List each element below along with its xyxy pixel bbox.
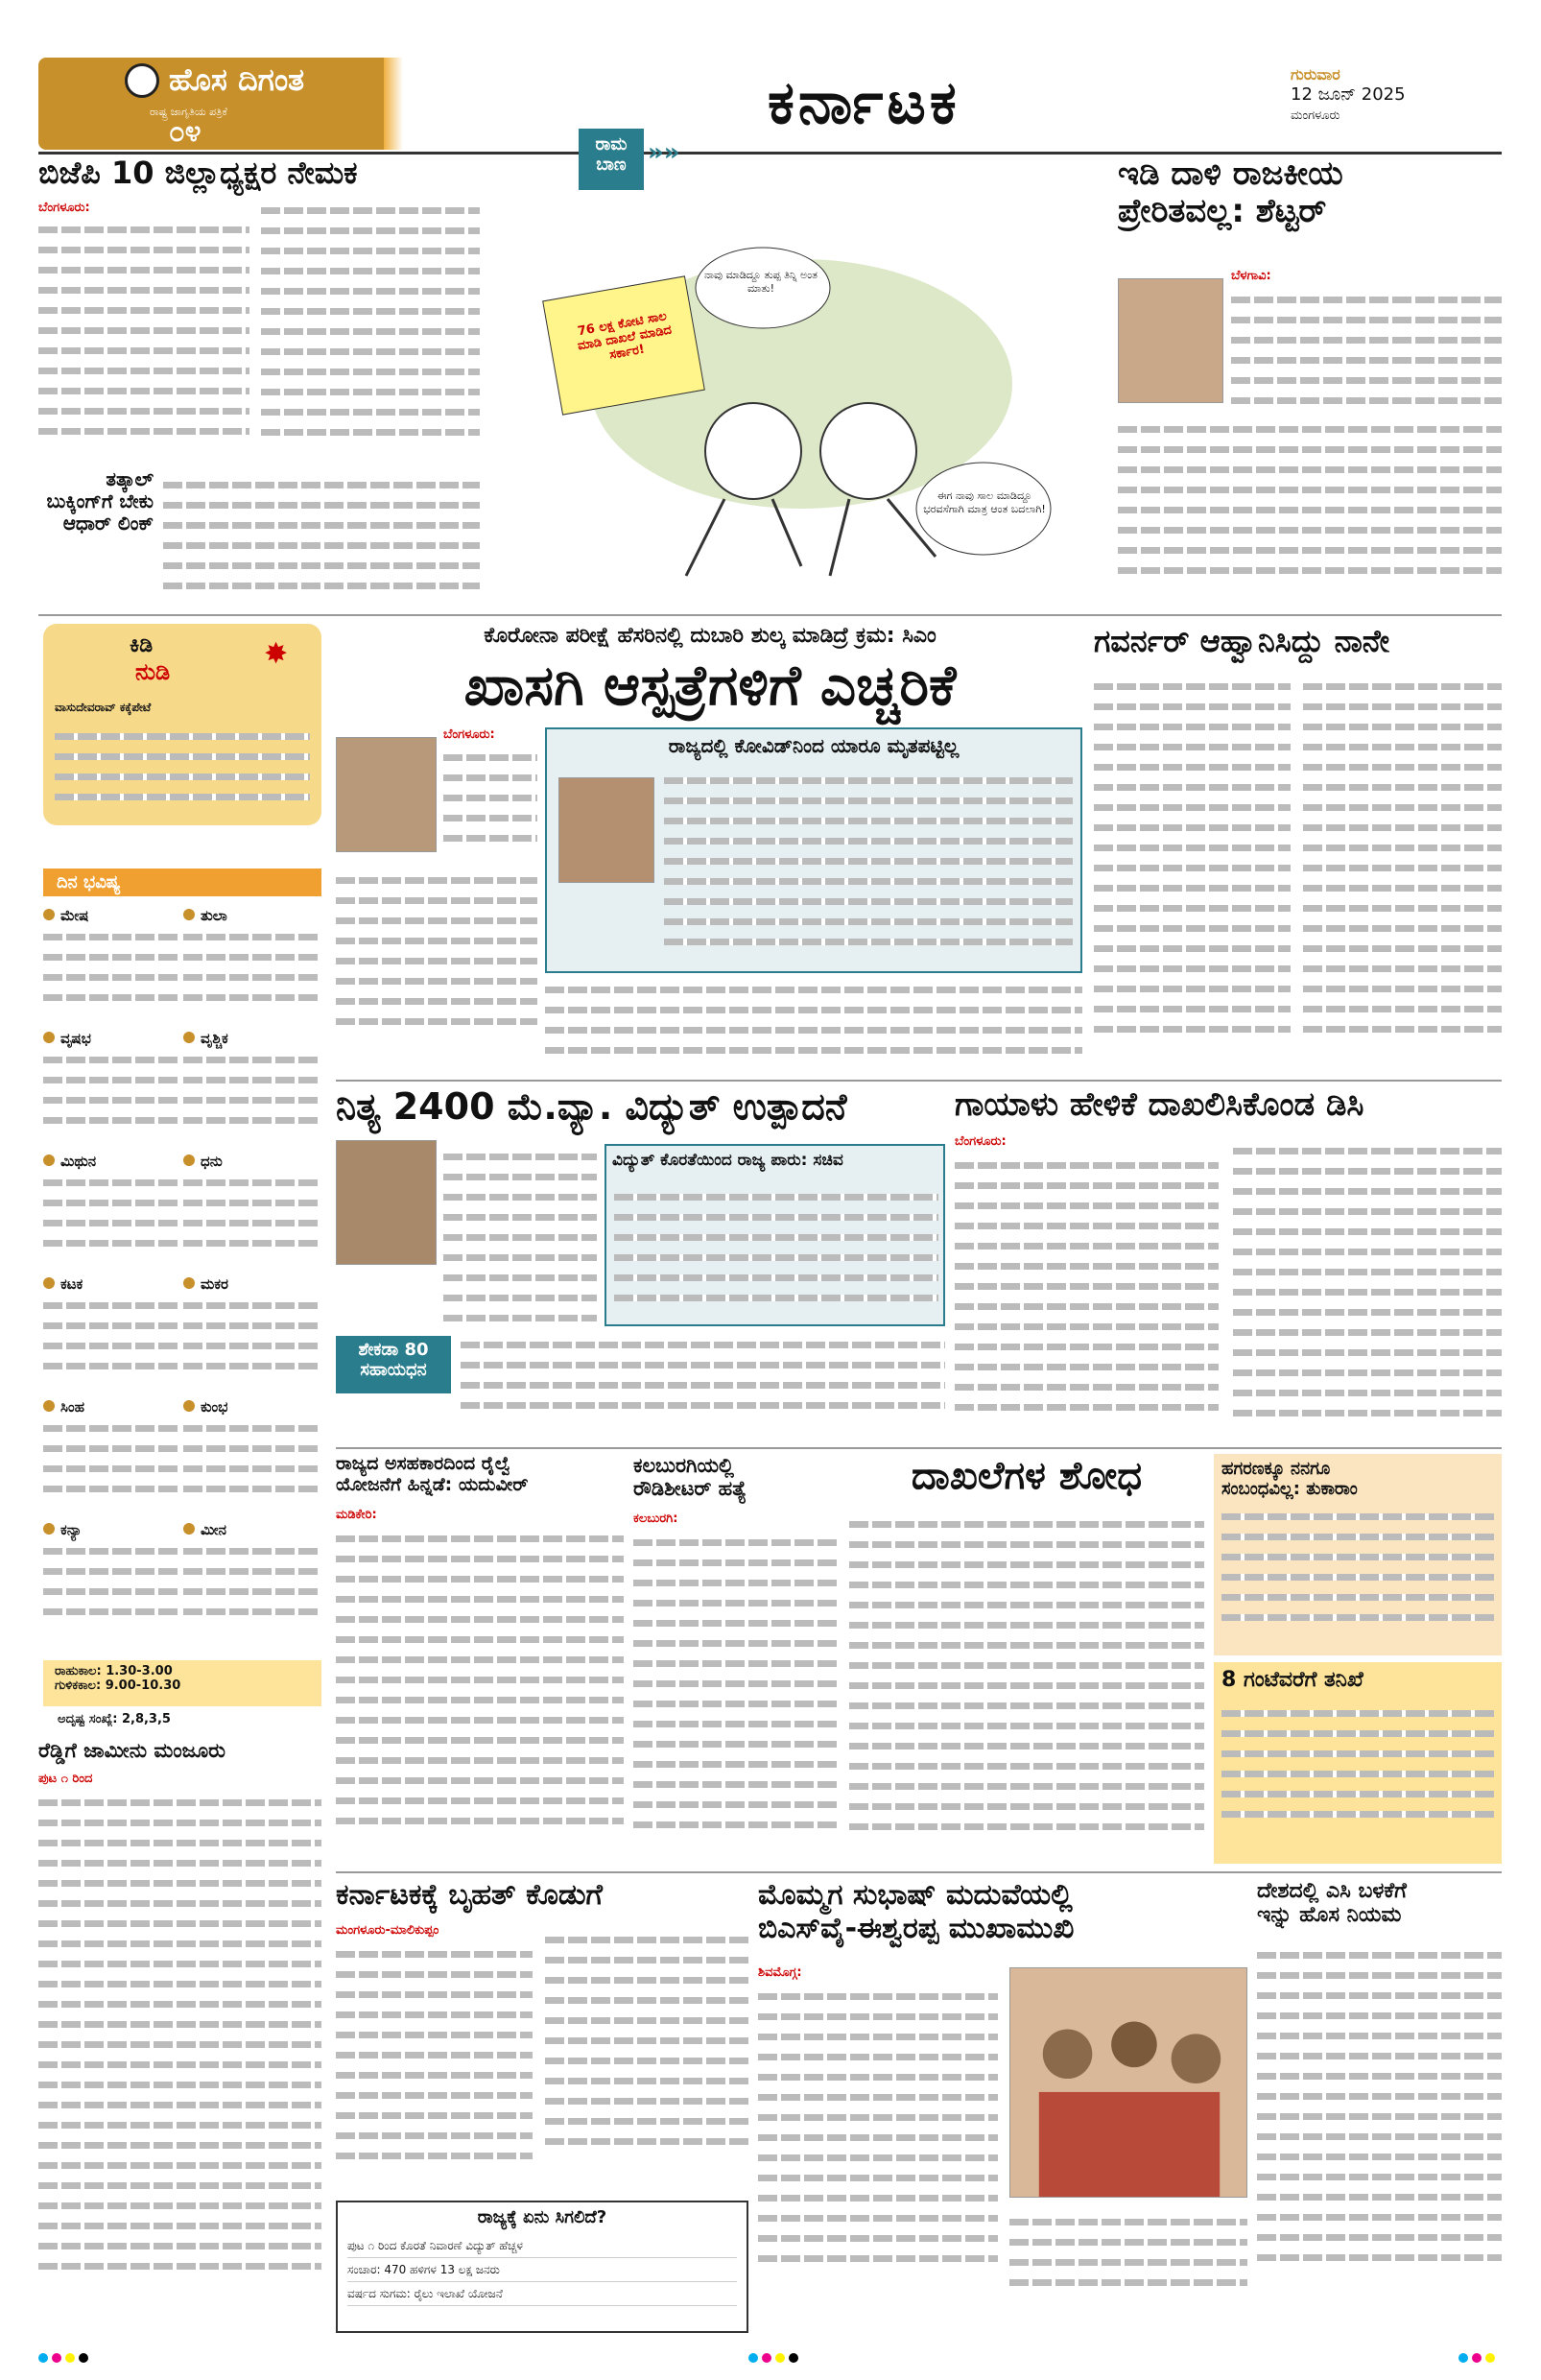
story-dc — [955, 1086, 1502, 1441]
sign-name: ವೃಶ್ಚಿಕ — [201, 1030, 228, 1047]
dateline: ಪುಟ ೧ ರಿಂದ — [38, 1772, 93, 1786]
wedding-photo — [1009, 1967, 1247, 2198]
text — [163, 468, 480, 598]
reg-mark — [79, 2353, 88, 2363]
reg-mark — [65, 2353, 75, 2363]
headline-1: ಮೊಮ್ಮಗ ಸುಭಾಷ್ ಮದುವೆಯಲ್ಲಿ — [758, 1879, 1073, 1912]
reg-mark — [775, 2353, 785, 2363]
reg-mark — [1485, 2353, 1495, 2363]
ramabana-badge — [579, 129, 644, 190]
sign-text — [183, 1166, 318, 1260]
sign-name: ವೃಷಭ — [60, 1030, 91, 1047]
text-col-2 — [1233, 1134, 1502, 1430]
zodiac-icon — [43, 1523, 55, 1535]
sign-name: ಸಿಂಹ — [60, 1398, 85, 1416]
horoscope-sign — [43, 1030, 178, 1149]
kidi-title-1: ಕಿಡಿ — [130, 633, 154, 657]
story-reddy — [38, 1739, 321, 2334]
headline: 8 ಗಂಟೆವರೆಗೆ ತನಿಖೆ — [1221, 1668, 1363, 1692]
minister-photo — [336, 1140, 437, 1265]
headline: ರೆಡ್ಡಿಗೆ ಜಾಮೀನು ಮಂಜೂರು — [38, 1739, 225, 1762]
sign-text — [183, 920, 318, 1014]
text-col-1 — [336, 727, 537, 742]
logo-emblem-icon — [125, 63, 159, 98]
row-rule-3 — [336, 1447, 1502, 1449]
speech-bubble-1: ನಾವು ಮಾಡಿದ್ದೂ ತುಪ್ಪ ತಿನ್ನಿ ಅಂತ ಮಾತು! — [704, 269, 818, 295]
story-shettar — [1118, 155, 1502, 607]
horoscope-title: ದಿನ ಭವಿಷ್ಯ — [43, 869, 321, 896]
text-col-2 — [1303, 670, 1502, 1046]
horoscope-sign — [43, 1153, 178, 1272]
cartoon-drawing — [485, 192, 1108, 605]
story-search — [849, 1454, 1204, 1867]
story-check — [1214, 1662, 1502, 1864]
headline: ಗವರ್ನರ್ ಆಹ್ವಾನಿಸಿದ್ದು ನಾನೇ — [1094, 624, 1390, 659]
sign-text — [183, 1412, 318, 1506]
text — [336, 1508, 624, 1838]
badge-1: ಶೇಕಡಾ 80 — [358, 1340, 429, 1360]
zodiac-icon — [183, 1277, 195, 1289]
dateline: ಬೆಂಗಳೂರು: — [38, 200, 90, 215]
state-box-title: ರಾಜ್ಯಕ್ಕೆ ಏನು ಸಿಗಲಿದೆ? — [477, 2207, 607, 2227]
sign-name: ಮಕರ — [201, 1275, 228, 1293]
headline-1: ದೇಶದಲ್ಲಿ ಎಸಿ ಬಳಕೆಗೆ — [1257, 1879, 1407, 1903]
lucky-label: ಅದೃಷ್ಟ ಸಂಖ್ಯೆ: — [58, 1712, 118, 1726]
story-governor — [1094, 624, 1502, 1075]
headline-1: ಕಲಬುರಗಿಯಲ್ಲಿ — [633, 1454, 734, 1477]
headline-2: ಯೋಜನೆಗೆ ಹಿನ್ನಡೆ: ಯದುವೀರ್ — [336, 1473, 529, 1495]
text-bottom — [461, 1328, 945, 1422]
story-power — [336, 1086, 945, 1441]
sign-text — [183, 1043, 318, 1137]
text-col-1 — [38, 213, 249, 448]
rahukala: 1.30-3.00 — [106, 1664, 173, 1678]
story-karnataka — [336, 1879, 748, 2335]
story-bjp — [38, 155, 480, 463]
row-rule-1 — [38, 614, 1502, 616]
state-box — [336, 2201, 748, 2333]
text-col-1a — [443, 741, 537, 855]
zodiac-icon — [43, 1277, 55, 1289]
cartoon-sign: 76 ಲಕ್ಷ ಕೋಟಿ ಸಾಲ ಮಾಡಿ ದಾಖಲೆ ಮಾಡಿದ ಸರ್ಕಾರ! — [576, 309, 674, 363]
headline: ದಾಖಲೆಗಳ ಶೋಧ — [911, 1454, 1143, 1498]
day: ಗುರುವಾರ — [1291, 65, 1340, 83]
zodiac-icon — [183, 1400, 195, 1412]
lucky-number — [58, 1712, 171, 1726]
text — [1221, 1697, 1494, 1831]
zodiac-icon — [43, 1154, 55, 1166]
horoscope-sign — [183, 1398, 318, 1517]
horoscope-sign — [183, 1275, 318, 1394]
dateline: ಬೆಂಗಳೂರು: — [955, 1134, 1007, 1149]
cm-photo — [336, 737, 437, 852]
paper-tagline: ರಾಷ್ಟ್ರ ಜಾಗೃತಿಯ ಪತ್ರಿಕೆ — [150, 106, 227, 118]
zodiac-icon — [183, 1523, 195, 1535]
kidi-text — [55, 720, 310, 814]
section-title: ಕರ್ನಾಟಕ — [768, 67, 960, 137]
sign-name: ಧನು — [201, 1153, 223, 1170]
reg-mark — [38, 2353, 48, 2363]
sub-text — [614, 1180, 938, 1315]
date-box — [1291, 65, 1502, 123]
headline: ಬಿಜೆಪಿ 10 ಜಿಲ್ಲಾಧ್ಯಕ್ಷರ ನೇಮಕ — [38, 155, 358, 191]
sign-text — [43, 1412, 178, 1506]
sign-text — [183, 1535, 318, 1629]
headline-1: ಇಡಿ ದಾಳಿ ರಾಜಕೀಯ — [1118, 155, 1343, 193]
text — [633, 1511, 840, 1842]
headline-2: ಇನ್ನು ಹೊಸ ನಿಯಮ — [1257, 1903, 1402, 1928]
paper-name: ಹೊಸ ದಿಗಂತ — [169, 61, 305, 98]
text-col-1b — [336, 864, 537, 1038]
headline: ಗಾಯಾಳು ಹೇಳಿಕೆ ದಾಖಲಿಸಿಕೊಂಡ ಡಿಸಿ — [955, 1086, 1364, 1124]
state-box-item: ವರ್ಷದ ಸುಗಮ: ರೈಲು ಇಲಾಖೆ ಯೋಜನೆ — [347, 2282, 737, 2306]
sign-text — [43, 1535, 178, 1629]
sign-name: ಕುಂಭ — [201, 1398, 228, 1416]
story-tukaram — [1214, 1454, 1502, 1655]
sign-name: ಮೇಷ — [60, 907, 89, 924]
sign-name: ಕಟಕ — [60, 1275, 83, 1293]
subsidy-badge — [336, 1336, 451, 1393]
row-rule-4 — [336, 1871, 1502, 1873]
reg-mark — [1458, 2353, 1468, 2363]
kicker: ಕೊರೋನಾ ಪರೀಕ್ಷೆ ಹೆಸರಿನಲ್ಲಿ ದುಬಾರಿ ಶುಲ್ಕ ಮಾಡಿದ್ರೆ ಕ್ರಮ: ಸಿಎಂ — [484, 624, 936, 648]
story-rail — [336, 1454, 624, 1867]
headline-2: ಬಿಎಸ್‌ವೈ-ಈಶ್ವರಪ್ಪ ಮುಖಾಮುಖಿ — [758, 1911, 1075, 1945]
kidi-title-2: ನುಡಿ — [135, 658, 171, 685]
dateline: ಬೆಂಗಳೂರು: — [443, 727, 495, 742]
timing-box — [43, 1660, 321, 1706]
sub-headline: ರಾಜ್ಯದಲ್ಲಿ ಕೋವಿಡ್‌ನಿಂದ ಯಾರೂ ಮೃತಪಟ್ಟಿಲ್ಲ — [668, 734, 960, 757]
lucky-value: 2,8,3,5 — [121, 1712, 171, 1726]
sign-text — [183, 1289, 318, 1383]
ramabana-label-2: ಬಾಣ — [596, 155, 627, 175]
dateline: ಶಿವಮೊಗ್ಗ: — [758, 1965, 802, 1980]
text — [1257, 1939, 1502, 2274]
story-ac — [1257, 1879, 1502, 2335]
reg-mark — [748, 2353, 758, 2363]
covid-sub-box — [545, 727, 1082, 973]
text — [1221, 1500, 1494, 1634]
reg-mark — [789, 2353, 798, 2363]
dateline: ಬೆಳಗಾವಿ: — [1231, 269, 1271, 283]
horoscope-sign — [43, 1398, 178, 1517]
sign-text — [43, 1166, 178, 1260]
text-bottom — [1118, 413, 1502, 587]
story-tatkal — [38, 468, 480, 598]
cartoon-panel — [485, 125, 1108, 605]
paper-logo — [38, 58, 384, 150]
headline-2: ಸಂಬಂಧವಿಲ್ಲ: ತುಕಾರಾಂ — [1221, 1478, 1358, 1499]
headline-2: ಪ್ರೇರಿತವಲ್ಲ: ಶೆಟ್ಟರ್ — [1118, 192, 1327, 231]
text-col-1 — [1094, 670, 1291, 1046]
headline: ತತ್ಕಾಲ್ ಬುಕ್ಕಿಂಗ್‌ಗೆ ಬೇಕು ಆಧಾರ್ ಲಿಂಕ್ — [46, 468, 154, 535]
zodiac-icon — [183, 1154, 195, 1166]
power-sub-box — [605, 1144, 945, 1326]
horoscope-sign — [43, 907, 178, 1026]
text — [849, 1508, 1204, 1844]
sign-name: ತುಲಾ — [201, 907, 227, 924]
photo-caption — [1009, 2205, 1247, 2299]
story-rowdy — [633, 1454, 840, 1867]
zodiac-icon — [183, 1032, 195, 1043]
speech-bubble-2: ಈಗ ನಾವು ಸಾಲ ಮಾಡಿದ್ದೂ ಭರವಸೆಗಾಗಿ ಮಾತ್ರ ಆಂತ ಬದಲಾಗಿ! — [923, 489, 1046, 515]
date: 12 ಜೂನ್ 2025 — [1291, 84, 1406, 105]
story-wedding — [758, 1879, 1247, 2335]
sign-text — [43, 1289, 178, 1383]
headline-2: ರೌಡಿಶೀಟರ್ ಹತ್ಯೆ — [633, 1477, 747, 1501]
sign-name: ಮೀನ — [201, 1521, 227, 1538]
dateline: ಕಲಬುರಗಿ: — [633, 1511, 678, 1526]
horoscope-sign — [183, 1030, 318, 1149]
state-box-item: ಸಂಚಾರ: 470 ಹಳಿಗಳ 13 ಲಕ್ಷ ಜನರು — [347, 2258, 737, 2282]
sign-name: ಮಿಥುನ — [60, 1153, 97, 1170]
horoscope-sign — [183, 1521, 318, 1640]
reg-mark — [52, 2353, 61, 2363]
spark-icon: ✸ — [264, 637, 289, 671]
zodiac-icon — [43, 1400, 55, 1412]
kidi-nudi-box — [43, 624, 321, 825]
badge-2: ಸಹಾಯಧನ — [360, 1360, 427, 1380]
gulika-label: ಗುಳಿಕಕಾಲ: — [55, 1678, 102, 1693]
zodiac-icon — [183, 909, 195, 920]
text-bottom — [545, 973, 1082, 1067]
headline: ಖಾಸಗಿ ಆಸ್ಪತ್ರೆಗಳಿಗೆ ಎಚ್ಚರಿಕೆ — [463, 653, 957, 719]
text-col-1 — [443, 1140, 597, 1335]
story-covid — [336, 624, 1084, 1075]
horoscope-sign — [183, 1153, 318, 1272]
page-number: ೦೪ — [169, 115, 202, 149]
kidi-author: ವಾಸುದೇವರಾವ್ ಕಕ್ಕೆಪೇಟೆ — [55, 701, 152, 714]
sign-name: ಕನ್ಯಾ — [60, 1521, 83, 1538]
edition-city: ಮಂಗಳೂರು — [1291, 108, 1340, 123]
text-col-1 — [758, 1965, 998, 2275]
headline-1: ಹಗರಣಕ್ಕೂ ನನಗೂ — [1221, 1459, 1331, 1479]
horoscope-grid — [43, 907, 321, 1655]
dateline: ಮಡಿಕೇರಿ: — [336, 1508, 377, 1522]
ramabana-label-1: ರಾಮ — [595, 134, 628, 155]
headline: ನಿತ್ಯ 2400 ಮೆ.ವ್ಯಾ. ವಿದ್ಯುತ್ ಉತ್ಪಾದನೆ — [336, 1086, 847, 1128]
text-col-2 — [545, 1923, 748, 2158]
state-box-item: ಪುಟ ೧ ರಿಂದ ಕೊರತೆ ನಿವಾರಣೆ ವಿದ್ಯುತ್ ಹೆಚ್ಚಳ — [347, 2234, 737, 2258]
horoscope-sign — [183, 907, 318, 1026]
text — [38, 1772, 321, 2283]
horoscope-sign — [43, 1521, 178, 1640]
dateline: ಮಂಗಳೂರು-ಮಾಲಿಕುಪ್ಪಂ — [336, 1923, 439, 1938]
headline-1: ರಾಜ್ಯದ ಅಸಹಕಾರದಿಂದ ರೈಲ್ವೆ — [336, 1454, 511, 1474]
logo-fade — [384, 58, 403, 150]
reg-mark — [1472, 2353, 1482, 2363]
row-rule-2 — [336, 1080, 1502, 1082]
text-col-1 — [955, 1134, 1219, 1424]
horoscope-sign — [43, 1275, 178, 1394]
sign-text — [43, 920, 178, 1014]
text-top — [1231, 269, 1502, 417]
minister-photo — [558, 777, 654, 883]
sub-text — [664, 764, 1073, 959]
sub-headline: ವಿದ್ಯುತ್ ಕೊರತೆಯಿಂದ ರಾಜ್ಯ ಪಾರು: ಸಚಿವ — [612, 1151, 843, 1170]
text-col-2 — [261, 194, 480, 449]
arrow-icon: »» — [648, 138, 680, 167]
text-col-1 — [336, 1923, 533, 2173]
rahukala-label: ರಾಹುಕಾಲ: — [55, 1664, 102, 1678]
zodiac-icon — [43, 1032, 55, 1043]
sign-text — [43, 1043, 178, 1137]
shettar-photo — [1118, 278, 1223, 403]
gulika: 9.00-10.30 — [105, 1678, 181, 1693]
zodiac-icon — [43, 909, 55, 920]
reg-mark — [762, 2353, 771, 2363]
headline: ಕರ್ನಾಟಕಕ್ಕೆ ಬೃಹತ್ ಕೊಡುಗೆ — [336, 1879, 603, 1912]
